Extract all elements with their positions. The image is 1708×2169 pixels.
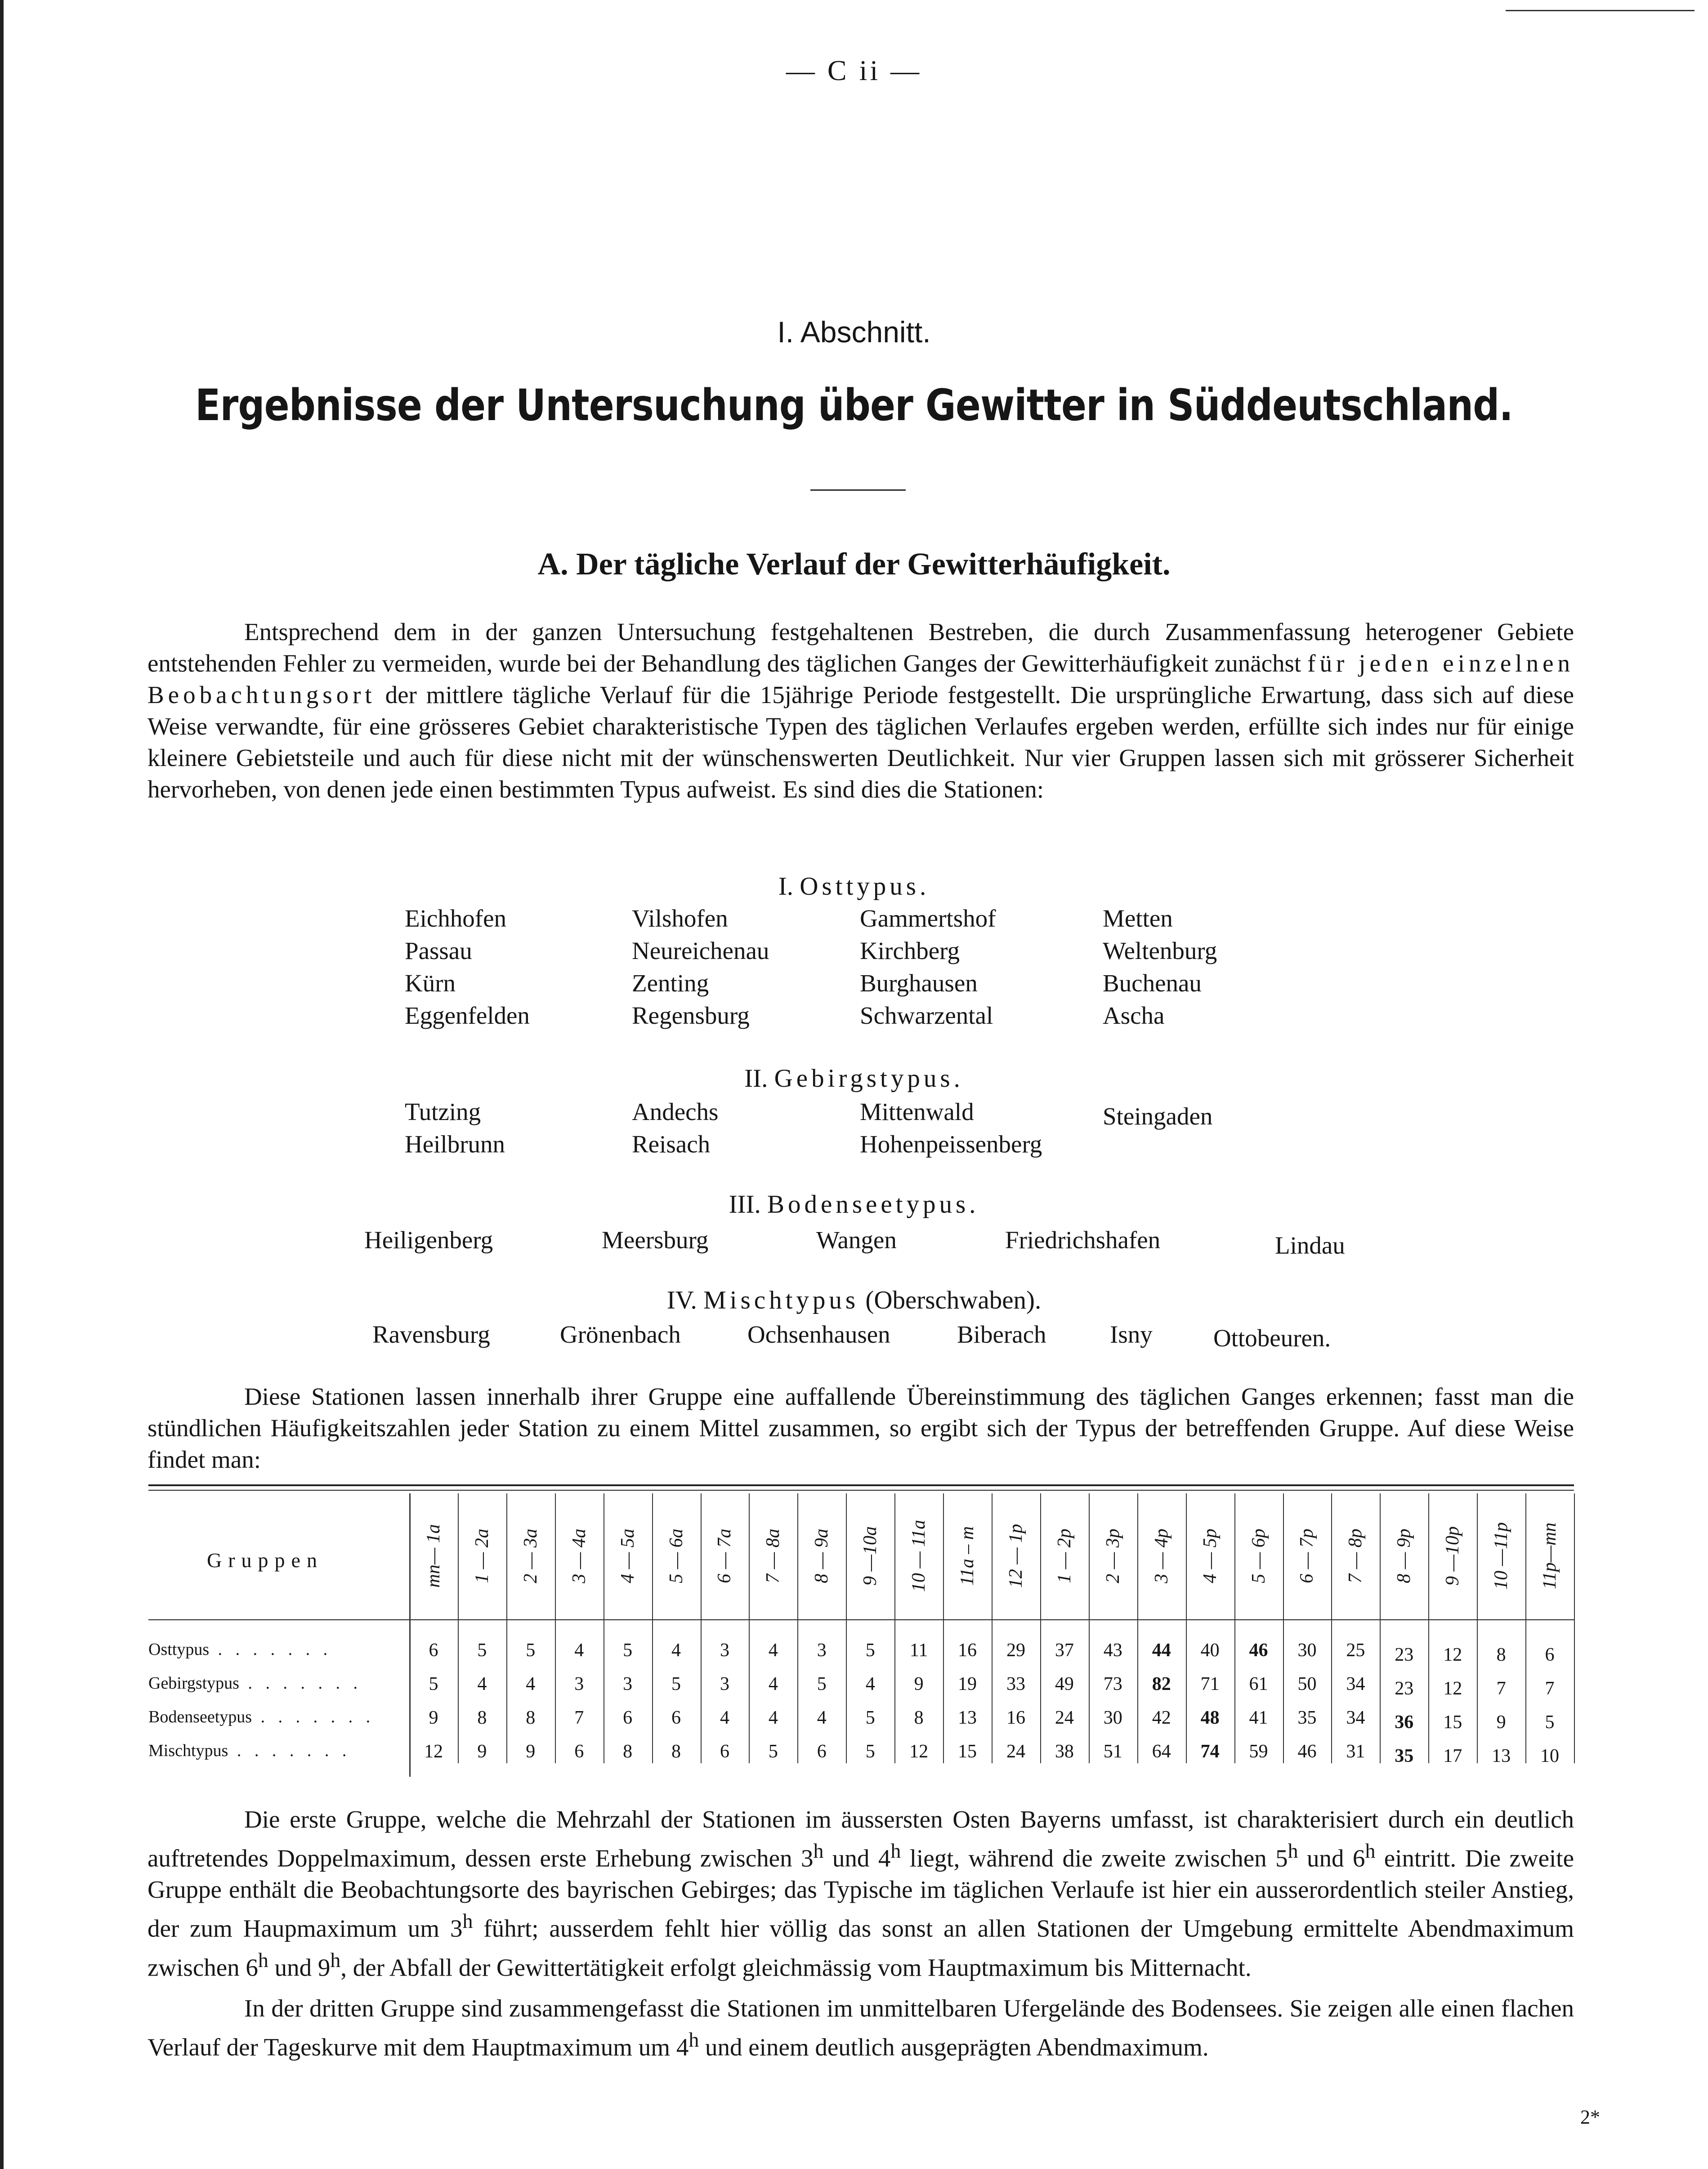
table-column-divider — [1283, 1493, 1284, 1763]
table-cell: 48 — [1200, 1707, 1220, 1728]
intro-text-a: Entsprechend dem in der ganzen Untersuchung festgehaltenen Bestreben, die durch Zusammenfassung heterogener Gebiete entstehenden Fehler zu vermeiden, wurde bei der Behandlung des täglichen Ganges der Gewitterhäufigkeit zunächst — [148, 618, 1574, 677]
table-top-rule — [148, 1484, 1574, 1486]
table-cell: 3 — [623, 1674, 633, 1694]
table-column-header: 4 — 5a — [617, 1528, 638, 1583]
top-edge-rule — [1506, 10, 1695, 11]
table-cell: 73 — [1103, 1674, 1122, 1694]
paragraph-2: Diese Stationen lassen innerhalb ihrer Gruppe eine auffallende Übereinstimmung des täglichen Ganges erkennen; fasst man die stündlichen Häufigkeitszahlen jeder Station zu einem Mittel zusammen, so ergibt sich der Typus der betreffenden Gruppe. Auf diese Weise findet man: — [148, 1383, 1574, 1473]
table-cell: 49 — [1055, 1674, 1074, 1694]
station-name: Vilshofen — [632, 905, 728, 932]
group-heading-2: II. Gebirgstypus. — [744, 1064, 964, 1093]
table-column-divider — [409, 1493, 411, 1777]
table-cell: 41 — [1249, 1707, 1268, 1728]
table-cell: 33 — [1006, 1674, 1025, 1694]
table-cell: 5 — [526, 1640, 536, 1661]
table-cell: 5 — [429, 1674, 438, 1694]
intro-paragraph — [148, 616, 1574, 805]
table-cell: 8 — [1496, 1645, 1506, 1665]
station-name: Biberach — [957, 1321, 1046, 1348]
table-column-header: 9 —10a — [860, 1526, 881, 1586]
table-cell: 64 — [1152, 1741, 1171, 1762]
table-cell: 19 — [958, 1674, 977, 1694]
table-cell: 5 — [768, 1741, 778, 1762]
table-column-header: 5 — 6a — [666, 1528, 687, 1583]
table-column-header: 5 — 6p — [1248, 1528, 1269, 1583]
table-cell: 6 — [671, 1707, 681, 1728]
table-cell: 23 — [1395, 1678, 1414, 1699]
table-column-header: 2 — 3a — [520, 1528, 541, 1583]
table-column-divider — [1040, 1493, 1041, 1763]
station-name: Weltenburg — [1103, 937, 1217, 964]
table-cell: 46 — [1249, 1640, 1268, 1661]
table-column-header: 11p—mn — [1539, 1522, 1560, 1590]
table-cell: 4 — [768, 1640, 778, 1661]
station-name: Ottobeuren. — [1213, 1324, 1331, 1352]
table-column-divider — [1428, 1493, 1429, 1763]
table-column-header: 3 — 4p — [1151, 1528, 1172, 1583]
station-name: Ascha — [1103, 1002, 1165, 1029]
table-cell: 7 — [574, 1707, 584, 1728]
station-name: Regensburg — [632, 1002, 750, 1029]
table-cell: 82 — [1152, 1674, 1171, 1694]
group-heading-3: III. Bodenseetypus. — [729, 1190, 979, 1219]
station-name: Tutzing — [405, 1098, 481, 1125]
table-cell: 8 — [623, 1741, 633, 1762]
table-column-divider — [1089, 1493, 1090, 1763]
table-cell: 30 — [1103, 1707, 1122, 1728]
table-cell: 59 — [1249, 1741, 1268, 1762]
table-cell: 3 — [720, 1674, 729, 1694]
table-cell: 71 — [1200, 1674, 1220, 1694]
page-title: Ergebnisse der Untersuchung über Gewitter in Süddeutschland. — [195, 380, 1513, 430]
station-name: Isny — [1110, 1321, 1153, 1348]
table-cell: 12 — [424, 1741, 443, 1762]
table-cell: 43 — [1103, 1640, 1122, 1661]
table-column-divider — [555, 1493, 556, 1763]
station-name: Buchenau — [1103, 969, 1202, 997]
table-cell: 38 — [1055, 1741, 1074, 1762]
table-column-header: 10 — 11a — [908, 1519, 930, 1592]
station-name: Steingaden — [1103, 1102, 1213, 1130]
table-column-divider — [1186, 1493, 1187, 1763]
signature-mark: 2* — [1580, 2106, 1600, 2128]
station-name: Mittenwald — [860, 1098, 974, 1125]
table-cell: 74 — [1200, 1741, 1220, 1762]
station-name: Andechs — [632, 1098, 719, 1125]
table-cell: 5 — [671, 1674, 681, 1694]
table-cell: 11 — [909, 1640, 928, 1661]
table-cell: 51 — [1103, 1741, 1122, 1762]
table-cell: 6 — [1545, 1645, 1555, 1665]
table-column-header: 8 — 9a — [811, 1528, 832, 1583]
table-column-header: 4 — 5p — [1199, 1528, 1221, 1583]
table-column-divider — [1380, 1493, 1381, 1763]
table-cell: 15 — [1443, 1712, 1462, 1733]
table-cell: 61 — [1249, 1674, 1268, 1694]
table-cell: 50 — [1297, 1674, 1317, 1694]
station-name: Reisach — [632, 1130, 711, 1158]
table-cell: 5 — [865, 1640, 875, 1661]
table-cell: 34 — [1346, 1707, 1365, 1728]
page-number: — C ii — — [786, 54, 922, 86]
table-cell: 6 — [429, 1640, 438, 1661]
table-cell: 31 — [1346, 1741, 1365, 1762]
table-column-divider — [1234, 1493, 1235, 1763]
table-column-header: 1 — 2p — [1054, 1528, 1075, 1583]
table-cell: 29 — [1006, 1640, 1025, 1661]
station-name: Lindau — [1275, 1232, 1345, 1259]
station-name: Passau — [405, 937, 472, 964]
table-column-divider — [797, 1493, 798, 1763]
table-column-divider — [943, 1493, 944, 1763]
station-name: Zenting — [632, 969, 709, 997]
table-cell: 8 — [526, 1707, 536, 1728]
table-header-rule — [148, 1619, 1574, 1620]
table-cell: 9 — [477, 1741, 487, 1762]
table-cell: 8 — [671, 1741, 681, 1762]
table-cell: 8 — [914, 1707, 924, 1728]
station-name: Friedrichshafen — [1005, 1226, 1161, 1254]
table-cell: 5 — [817, 1674, 827, 1694]
table-cell: 15 — [958, 1741, 977, 1762]
table-cell: 4 — [671, 1640, 681, 1661]
table-cell: 42 — [1152, 1707, 1171, 1728]
table-cell: 5 — [477, 1640, 487, 1661]
table-column-header: 11a – m — [957, 1526, 978, 1586]
table-cell: 3 — [817, 1640, 827, 1661]
table-cell: 24 — [1055, 1707, 1074, 1728]
station-name: Ravensburg — [372, 1321, 490, 1348]
table-column-header: 2 — 3p — [1102, 1528, 1123, 1583]
table-cell: 17 — [1443, 1746, 1462, 1766]
table-column-header: 6 — 7a — [714, 1528, 735, 1583]
table-cell: 34 — [1346, 1674, 1365, 1694]
table-top-rule-thin — [148, 1490, 1574, 1491]
table-cell: 25 — [1346, 1640, 1365, 1661]
station-name: Kirchberg — [860, 937, 960, 964]
table-column-divider — [894, 1493, 895, 1763]
table-column-divider — [1137, 1493, 1138, 1763]
station-name: Hohenpeissenberg — [860, 1130, 1042, 1158]
table-cell: 12 — [1443, 1678, 1462, 1699]
station-name: Gammertshof — [860, 905, 996, 932]
table-cell: 10 — [1540, 1746, 1560, 1766]
table-cell: 16 — [1006, 1707, 1025, 1728]
table-column-divider — [652, 1493, 653, 1763]
table-cell: 7 — [1496, 1678, 1506, 1699]
station-name: Neureichenau — [632, 937, 769, 964]
station-name: Schwarzental — [860, 1002, 993, 1029]
table-cell: 35 — [1395, 1746, 1414, 1766]
table-cell: 35 — [1297, 1707, 1317, 1728]
section-heading: I. Abschnitt. — [777, 315, 931, 349]
table-cell: 8 — [477, 1707, 487, 1728]
station-name: Grönenbach — [560, 1321, 681, 1348]
table-cell: 13 — [958, 1707, 977, 1728]
group-heading-4: IV. Mischtypus (Oberschwaben). — [666, 1286, 1042, 1314]
table-cell: 6 — [817, 1741, 827, 1762]
table-cell: 9 — [526, 1741, 536, 1762]
table-cell: 6 — [574, 1741, 584, 1762]
table-cell: 4 — [817, 1707, 827, 1728]
table-cell: 44 — [1152, 1640, 1171, 1661]
subsection-heading: A. Der tägliche Verlauf der Gewitterhäufigkeit. — [537, 547, 1171, 582]
table-cell: 9 — [1496, 1712, 1506, 1733]
table-cell: 9 — [429, 1707, 438, 1728]
table-cell: 4 — [865, 1674, 875, 1694]
table-column-divider — [992, 1493, 993, 1763]
table-cell: 13 — [1492, 1746, 1511, 1766]
table-cell: 23 — [1395, 1645, 1414, 1665]
station-name: Heiligenberg — [364, 1226, 493, 1254]
table-cell: 4 — [574, 1640, 584, 1661]
paragraph-3: Die erste Gruppe, welche die Mehrzahl der Stationen im äussersten Osten Bayerns umfasst, ist charakterisiert durch ein deutlich auftretendes Doppelmaximum, dessen erste Erhebung zwischen 3$^h$ und 4$^h$ liegt, während die zweite zwischen 5$^h$ und 6$^h$ eintritt. Die zweite Gruppe enthält die Beobachtungsorte des bayrischen Gebirges; das Typische im täglichen Verlaufe ist hier ein ausserordentlich steiler Anstieg, der zum Haupmaximum um 3$^h$ führt; ausserdem fehlt hier völlig das sonst an allen Stationen der Umgebung ermittelte Abendmaximum zwischen 6$^h$ und 9$^h$, der Abfall der Gewittertätigkeit erfolgt gleichmässig vom Hauptmaximum bis Mitternacht. — [148, 1806, 1574, 1981]
table-row-label: Osttypus . . . . . . . — [148, 1640, 332, 1659]
table-cell: 4 — [768, 1707, 778, 1728]
table-cell: 4 — [720, 1707, 729, 1728]
intro-text-b: der mittlere tägliche Verlauf für die 15jährige Periode festgestellt. Die ursprüngliche Erwartung, dass sich auf diese Weise verwandte, für eine grösseres Gebiet charakteristische Typen des täglichen Verlaufes ergeben werden, erfüllte sich indes nur für einige kleinere Gebietsteile und auch für diese nicht mit der wünschenswerten Deutlichkeit. Nur vier Gruppen lassen sich mit grösserer Sicherheit hervorheben, von denen jede einen bestimmten Typus aufweist. Es sind dies die Stationen: — [148, 681, 1574, 803]
table-column-header: mn— 1a — [423, 1524, 444, 1588]
table-column-divider — [1525, 1493, 1526, 1763]
table-cell: 3 — [720, 1640, 729, 1661]
table-cell: 6 — [720, 1741, 729, 1762]
table-cell: 24 — [1006, 1741, 1025, 1762]
table-cell: 3 — [574, 1674, 584, 1694]
table-column-divider — [458, 1493, 459, 1763]
table-column-divider — [1574, 1493, 1575, 1763]
table-cell: 4 — [526, 1674, 536, 1694]
table-cell: 4 — [477, 1674, 487, 1694]
table-group-header: Gruppen — [207, 1549, 323, 1572]
table-row-label: Gebirgstypus . . . . . . . — [148, 1674, 362, 1693]
station-name: Metten — [1103, 905, 1173, 932]
station-name: Meersburg — [602, 1226, 709, 1254]
table-row-label: Mischtypus . . . . . . . — [148, 1741, 351, 1760]
table-column-header: 1 — 2a — [471, 1528, 492, 1583]
table-cell: 16 — [958, 1640, 977, 1661]
title-divider — [810, 489, 906, 491]
table-column-header: 7 — 8a — [763, 1528, 784, 1583]
table-column-divider — [701, 1493, 702, 1763]
table-column-header: 3 — 4a — [568, 1528, 590, 1583]
table-cell: 7 — [1545, 1678, 1555, 1699]
table-cell: 5 — [1545, 1712, 1555, 1733]
station-name: Eichhofen — [405, 905, 507, 932]
table-column-divider — [1477, 1493, 1478, 1763]
table-row-label: Bodenseetypus . . . . . . . — [148, 1707, 375, 1726]
table-cell: 37 — [1055, 1640, 1074, 1661]
table-column-divider — [1331, 1493, 1332, 1763]
table-cell: 12 — [909, 1741, 929, 1762]
station-name: Eggenfelden — [405, 1002, 530, 1029]
group-heading-1: I. Osttypus. — [778, 872, 930, 901]
table-cell: 40 — [1200, 1640, 1220, 1661]
table-column-divider — [506, 1493, 507, 1763]
table-column-divider — [846, 1493, 847, 1763]
table-column-header: 8 — 9p — [1394, 1528, 1415, 1583]
station-name: Burghausen — [860, 969, 978, 997]
table-column-header: 7 — 8p — [1345, 1528, 1366, 1583]
table-cell: 36 — [1395, 1712, 1414, 1733]
table-cell: 9 — [914, 1674, 924, 1694]
table-cell: 5 — [865, 1741, 875, 1762]
table-cell: 5 — [623, 1640, 633, 1661]
station-name: Heilbrunn — [405, 1130, 505, 1158]
table-cell: 5 — [865, 1707, 875, 1728]
station-name: Ochsenhausen — [747, 1321, 890, 1348]
table-cell: 6 — [623, 1707, 633, 1728]
table-cell: 12 — [1443, 1645, 1462, 1665]
table-column-header: 9 —10p — [1442, 1526, 1463, 1586]
table-cell: 30 — [1297, 1640, 1317, 1661]
intro-text-spaced: für jeden einzelnen Beobachtungsort — [148, 650, 1574, 708]
paragraph-4: In der dritten Gruppe sind zusammengefasst die Stationen im unmittelbaren Ufergelände des Bodensees. Sie zeigen alle einen flachen Verlauf der Tageskurve mit dem Hauptmaximum um 4$^h$ und einem deutlich ausgeprägten Abendmaximum. — [148, 1994, 1574, 2061]
table-column-divider — [749, 1493, 750, 1763]
table-cell: 46 — [1297, 1741, 1317, 1762]
station-name: Wangen — [816, 1226, 897, 1254]
table-column-header: 10 —11p — [1491, 1522, 1512, 1590]
table-column-header: 6 — 7p — [1297, 1528, 1318, 1583]
table-cell: 4 — [768, 1674, 778, 1694]
table-column-header: 12 — 1p — [1005, 1524, 1026, 1588]
station-name: Kürn — [405, 969, 456, 997]
